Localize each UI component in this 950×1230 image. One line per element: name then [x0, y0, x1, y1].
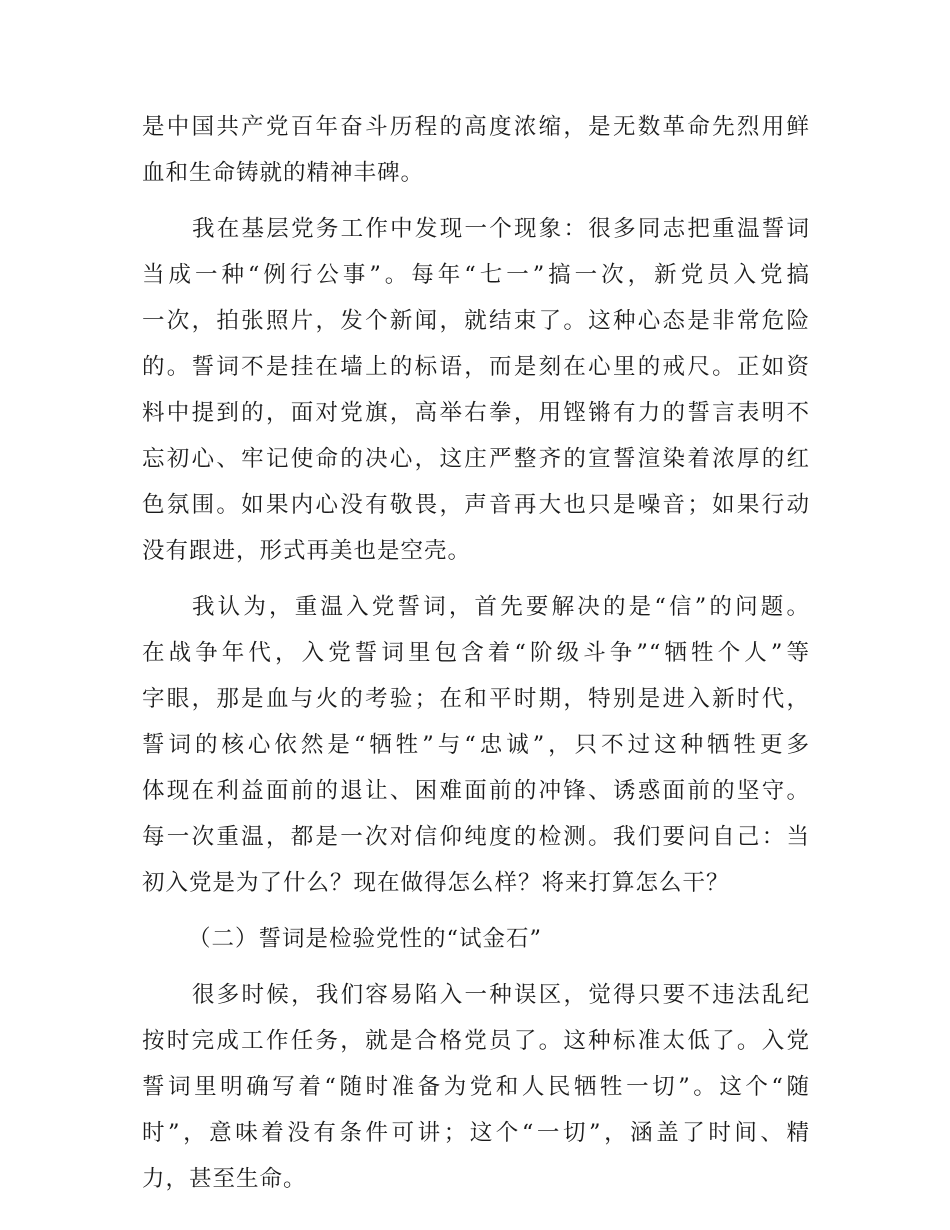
paragraph [142, 584, 810, 906]
text-line: 力，甚至生命。 [142, 1166, 307, 1192]
text-line: 血和生命铸就的精神丰碑。 [142, 160, 425, 186]
text-line: 时”，意味着没有条件可讲；这个“一切”，涵盖了时间、精 [142, 1120, 810, 1146]
paragraph [142, 972, 810, 1202]
text-line: 一次，拍张照片，发个新闻，就结束了。这种心态是非常危险 [142, 308, 810, 334]
text-line: 初入党是为了什么？现在做得怎么样？将来打算怎么干？ [142, 870, 730, 896]
text-line: 誓词的核心依然是“牺牲”与“忠诚”，只不过这种牺牲更多 [142, 732, 810, 758]
section-heading: （二）誓词是检验党性的“试金石” [188, 926, 543, 952]
text-line: 体现在利益面前的退让、困难面前的冲锋、诱惑面前的坚守。 [142, 778, 810, 804]
text-line: 誓词里明确写着“随时准备为党和人民牺牲一切”。这个“随 [142, 1074, 810, 1100]
text-line: 字眼，那是血与火的考验；在和平时期，特别是进入新时代， [142, 686, 810, 712]
text-line: 我认为，重温入党誓词，首先要解决的是“信”的问题。 [192, 594, 810, 620]
text-line: 料中提到的，面对党旗，高举右拳，用铿锵有力的誓言表明不 [142, 400, 810, 426]
text-line: 是中国共产党百年奋斗历程的高度浓缩，是无数革命先烈用鲜 [142, 114, 810, 140]
text-line: 在战争年代，入党誓词里包含着“阶级斗争”“牺牲个人”等 [142, 640, 810, 666]
text-line: 很多时候，我们容易陷入一种误区，觉得只要不违法乱纪 [192, 982, 810, 1008]
text-line: 每一次重温，都是一次对信仰纯度的检测。我们要问自己：当 [142, 824, 810, 850]
text-line: 色氛围。如果内心没有敬畏，声音再大也只是噪音；如果行动 [142, 492, 810, 518]
text-line: 当成一种“例行公事”。每年“七一”搞一次，新党员入党搞 [142, 262, 810, 288]
paragraph [142, 206, 810, 574]
text-line: 忘初心、牢记使命的决心，这庄严整齐的宣誓渲染着浓厚的红 [142, 446, 810, 472]
text-line: 的。誓词不是挂在墙上的标语，而是刻在心里的戒尺。正如资 [142, 354, 810, 380]
text-line: 我在基层党务工作中发现一个现象：很多同志把重温誓词 [192, 216, 810, 242]
paragraph [142, 104, 810, 196]
text-line: 没有跟进，形式再美也是空壳。 [142, 538, 472, 564]
text-line: 按时完成工作任务，就是合格党员了。这种标准太低了。入党 [142, 1028, 810, 1054]
document-body [142, 104, 810, 1202]
